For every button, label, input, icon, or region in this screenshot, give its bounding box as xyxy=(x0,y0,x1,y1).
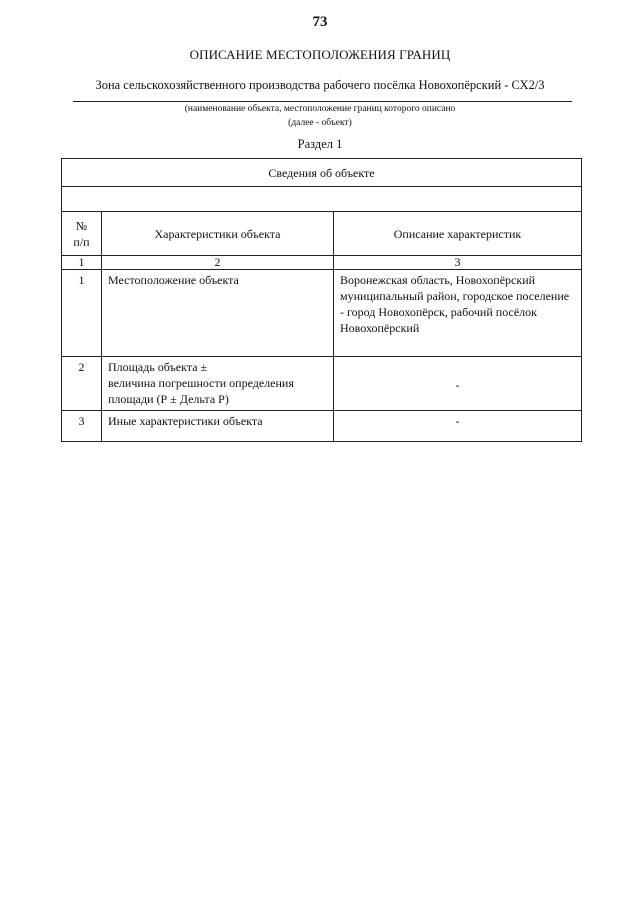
object-name: Зона сельскохозяйственного производства рабочего посёлка Новохопёрский - СХ2/3 xyxy=(95,78,545,92)
object-caption-line-2: (далее - объект) xyxy=(288,118,352,128)
object-info-table xyxy=(61,158,582,442)
table-row xyxy=(62,357,582,411)
column-header-characteristic: Характеристики объекта xyxy=(102,212,334,256)
column-number-2: 2 xyxy=(102,256,334,270)
column-header-row xyxy=(62,212,582,256)
column-header-number: № п/п xyxy=(62,212,102,256)
table-header-row xyxy=(62,159,582,187)
row-description: - xyxy=(334,357,582,411)
table-row xyxy=(62,411,582,442)
page-number: 73 xyxy=(312,14,328,30)
row-number: 2 xyxy=(62,357,102,411)
row-number: 3 xyxy=(62,411,102,442)
row-characteristic: Площадь объекта ± величина погрешности определения площади (Р ± Дельта Р) xyxy=(102,357,334,411)
table-empty-row xyxy=(62,187,582,212)
column-header-description: Описание характеристик xyxy=(334,212,582,256)
column-number-1: 1 xyxy=(62,256,102,270)
object-name-underline xyxy=(73,101,572,102)
row-characteristic: Иные характеристики объекта xyxy=(102,411,334,442)
object-caption-line-1: (наименование объекта, местоположение границ которого описано xyxy=(184,104,456,114)
section-title: Раздел 1 xyxy=(297,137,343,151)
row-description: Воронежская область, Новохопёрский муниципальный район, городское поселение - город Новохопёрск, рабочий посёлок Новохопёрский xyxy=(334,270,582,357)
table-header: Сведения об объекте xyxy=(62,159,582,187)
column-number-3: 3 xyxy=(334,256,582,270)
row-number: 1 xyxy=(62,270,102,357)
document-title: ОПИСАНИЕ МЕСТОПОЛОЖЕНИЯ ГРАНИЦ xyxy=(189,47,451,62)
row-characteristic: Местоположение объекта xyxy=(102,270,334,357)
column-number-row xyxy=(62,256,582,270)
table-row xyxy=(62,270,582,357)
table-empty-cell xyxy=(62,187,582,212)
row-description: - xyxy=(334,411,582,442)
